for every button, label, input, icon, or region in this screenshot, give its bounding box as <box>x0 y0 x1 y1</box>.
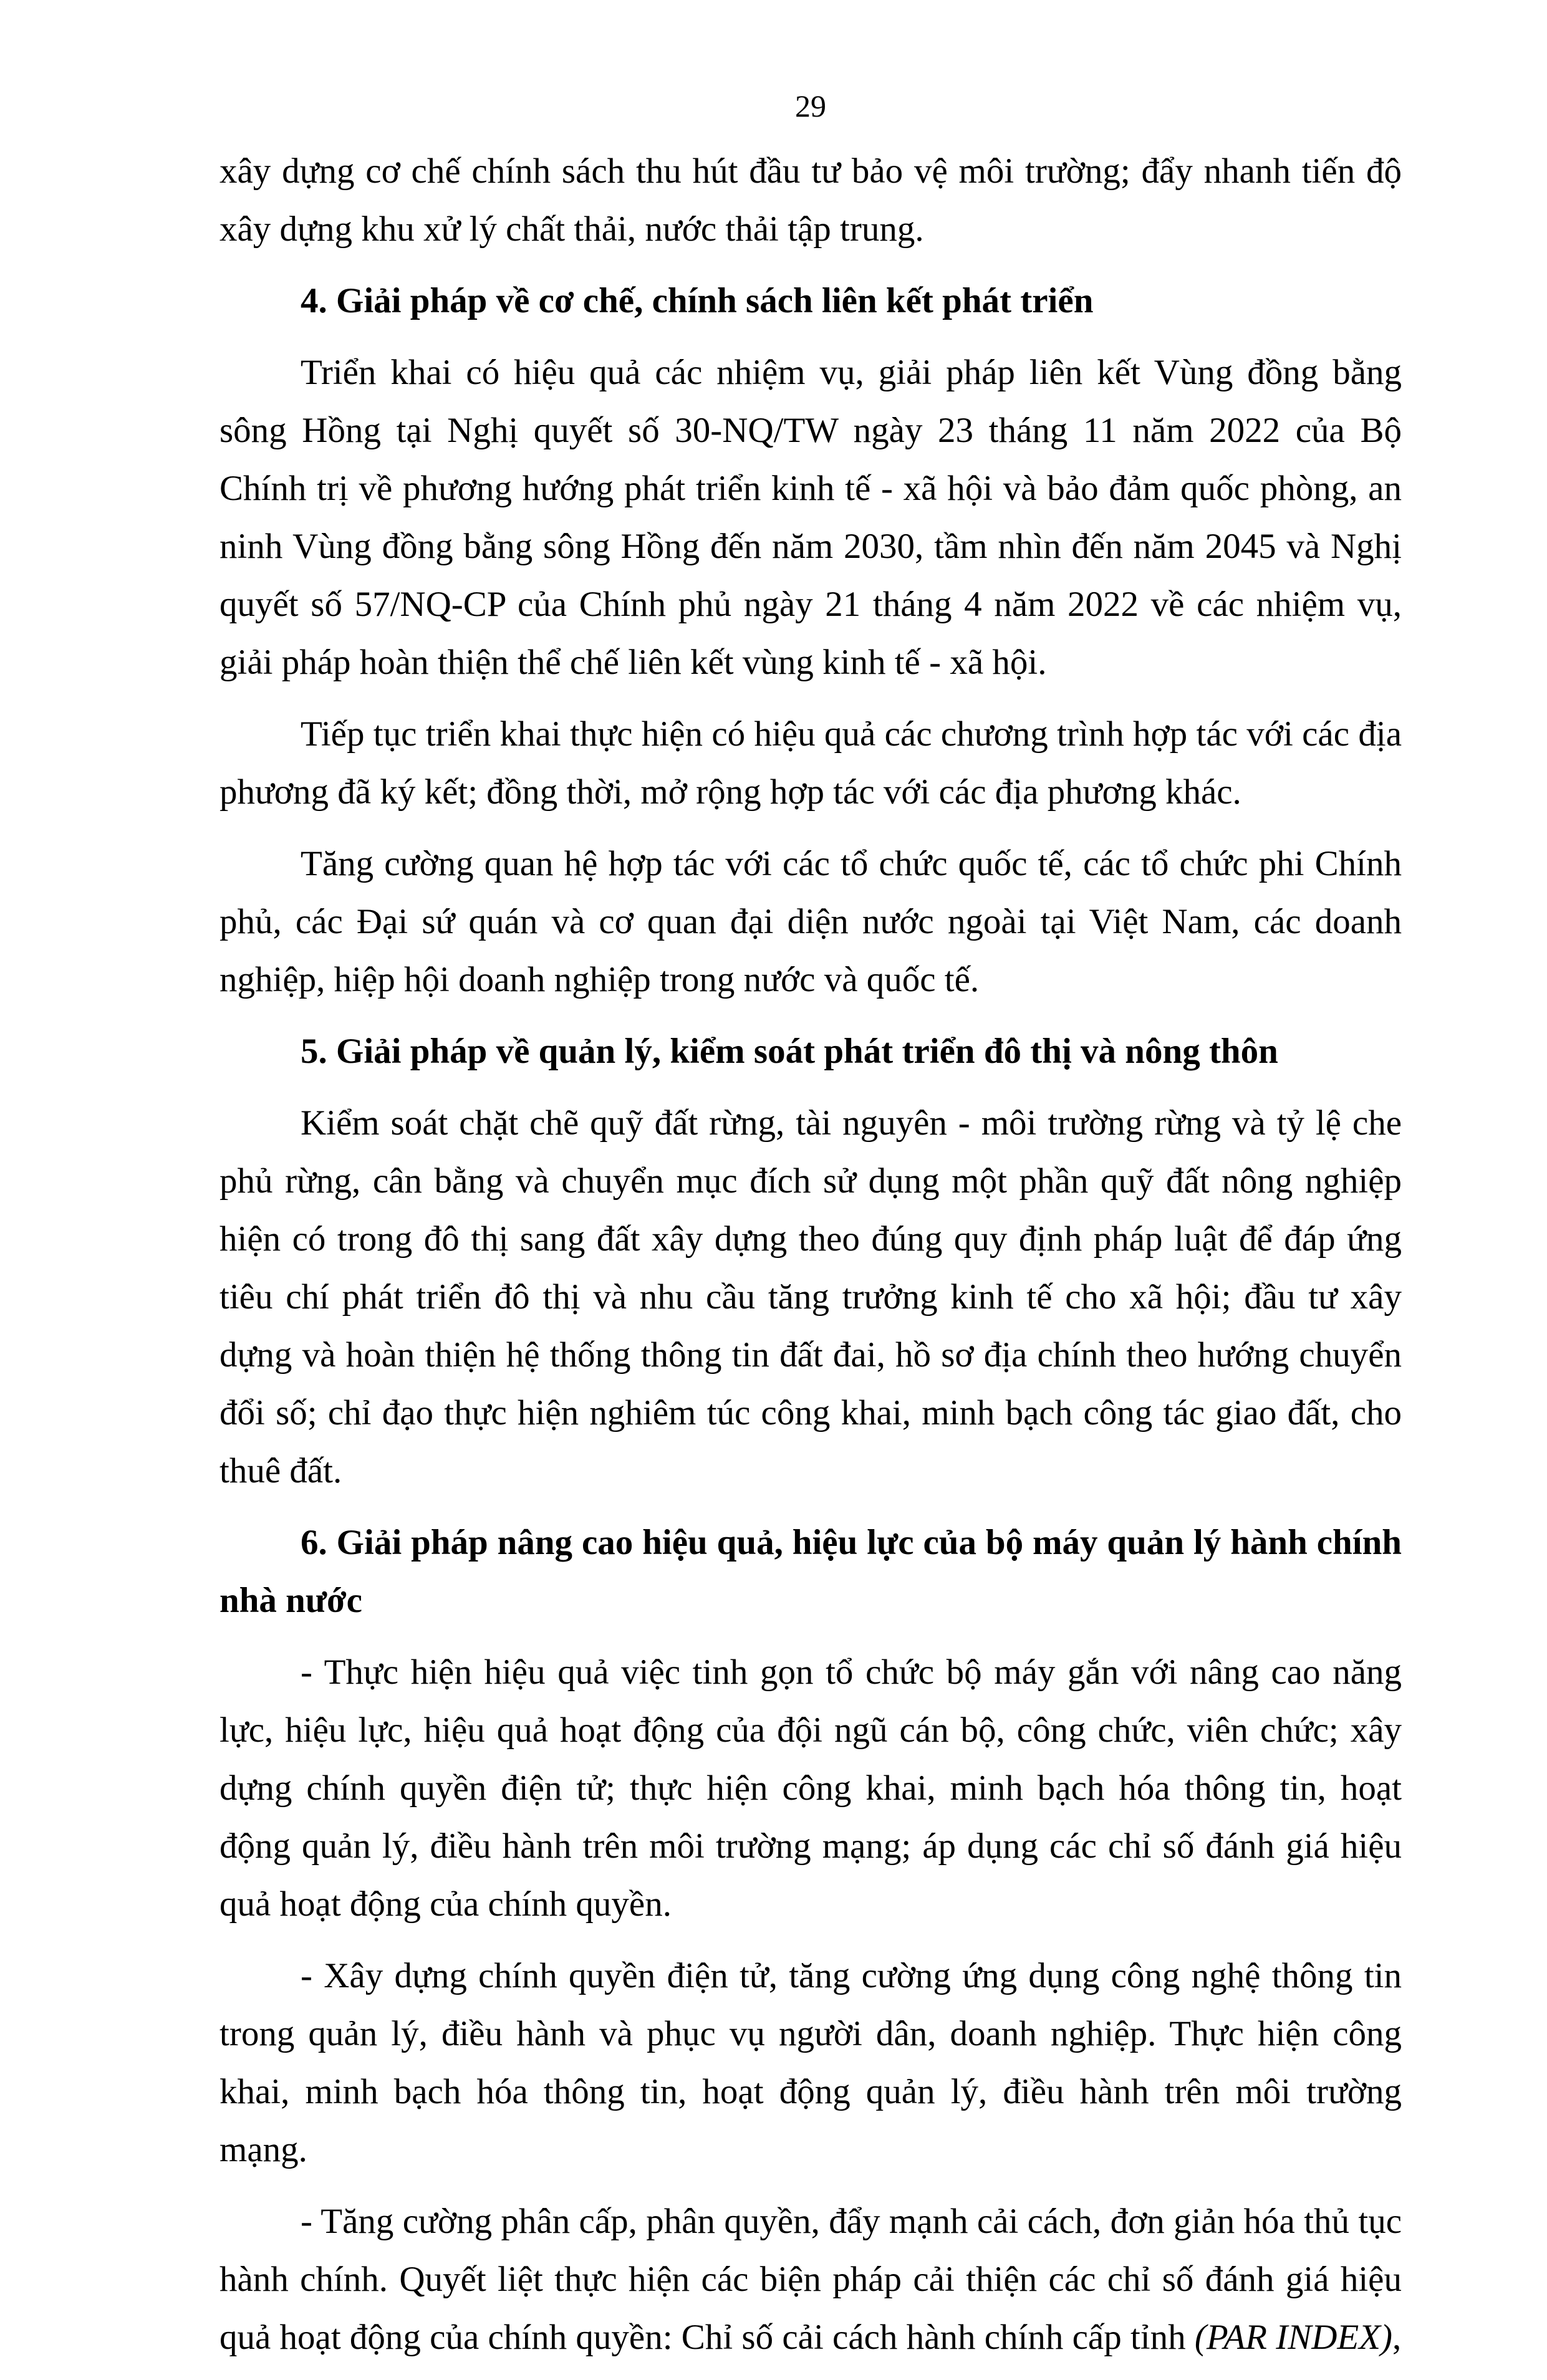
paragraph-6-3-text: - Tăng cường phân cấp, phân quyền, đẩy mạnh cải cách, đơn giản hóa thủ tục hành chính. Quyết liệt thực hiện các biện pháp cải thiện các chỉ số đánh giá hiệu quả hoạt động của chính quyền: Chỉ số cải cách hành chính cấp tỉnh <box>219 2202 1402 2357</box>
paragraph-continuation: xây dựng cơ chế chính sách thu hút đầu tư bảo vệ môi trường; đẩy nhanh tiến độ xây dựng khu xử lý chất thải, nước thải tập trung. <box>219 151 1402 249</box>
paragraph-6-3 <box>219 2192 1402 2366</box>
paragraph-6-3-end: , <box>1392 2318 1402 2357</box>
paragraph-4-2: Tiếp tục triển khai thực hiện có hiệu quả các chương trình hợp tác với các địa phương đã ký kết; đồng thời, mở rộng hợp tác với các địa phương khác. <box>219 714 1402 812</box>
document-page <box>219 0 1402 2357</box>
paragraph-5-1: Kiểm soát chặt chẽ quỹ đất rừng, tài nguyên - môi trường rừng và tỷ lệ che phủ rừng, cân bằng và chuyển mục đích sử dụng một phần quỹ đất nông nghiệp hiện có trong đô thị sang đất xây dựng theo đúng quy định pháp luật để đáp ứng tiêu chí phát triển đô thị và nhu cầu tăng trưởng kinh tế cho xã hội; đầu tư xây dựng và hoàn thiện hệ thống thông tin đất đai, hồ sơ địa chính theo hướng chuyển đổi số; chỉ đạo thực hiện nghiêm túc công khai, minh bạch công tác giao đất, cho thuê đất. <box>219 1103 1402 1490</box>
page-number: 29 <box>795 89 826 123</box>
paragraph-6-2: - Xây dựng chính quyền điện tử, tăng cường ứng dụng công nghệ thông tin trong quản lý, điều hành và phục vụ người dân, doanh nghiệp. Thực hiện công khai, minh bạch hóa thông tin, hoạt động quản lý, điều hành trên môi trường mạng. <box>219 1956 1402 2169</box>
section-heading-4: 4. Giải pháp về cơ chế, chính sách liên kết phát triển <box>301 281 1094 320</box>
par-index-note: (PAR INDEX) <box>1194 2318 1393 2357</box>
paragraph-4-3: Tăng cường quan hệ hợp tác với các tổ chức quốc tế, các tổ chức phi Chính phủ, các Đại sứ quán và cơ quan đại diện nước ngoài tại Việt Nam, các doanh nghiệp, hiệp hội doanh nghiệp trong nước và quốc tế. <box>219 844 1402 999</box>
section-heading-5: 5. Giải pháp về quản lý, kiểm soát phát triển đô thị và nông thôn <box>301 1032 1278 1071</box>
section-heading-6: 6. Giải pháp nâng cao hiệu quả, hiệu lực của bộ máy quản lý hành chính nhà nước <box>219 1523 1402 1620</box>
paragraph-4-1: Triển khai có hiệu quả các nhiệm vụ, giải pháp liên kết Vùng đồng bằng sông Hồng tại Nghị quyết số 30-NQ/TW ngày 23 tháng 11 năm 2022 của Bộ Chính trị về phương hướng phát triển kinh tế - xã hội và bảo đảm quốc phòng, an ninh Vùng đồng bằng sông Hồng đến năm 2030, tầm nhìn đến năm 2045 và Nghị quyết số 57/NQ-CP của Chính phủ ngày 21 tháng 4 năm 2022 về các nhiệm vụ, giải pháp hoàn thiện thể chế liên kết vùng kinh tế - xã hội. <box>219 353 1402 682</box>
paragraph-6-1: - Thực hiện hiệu quả việc tinh gọn tổ chức bộ máy gắn với nâng cao năng lực, hiệu lực, hiệu quả hoạt động của đội ngũ cán bộ, công chức, viên chức; xây dựng chính quyền điện tử; thực hiện công khai, minh bạch hóa thông tin, hoạt động quản lý, điều hành trên môi trường mạng; áp dụng các chỉ số đánh giá hiệu quả hoạt động của chính quyền. <box>219 1653 1402 1924</box>
document-body <box>219 142 1402 2380</box>
